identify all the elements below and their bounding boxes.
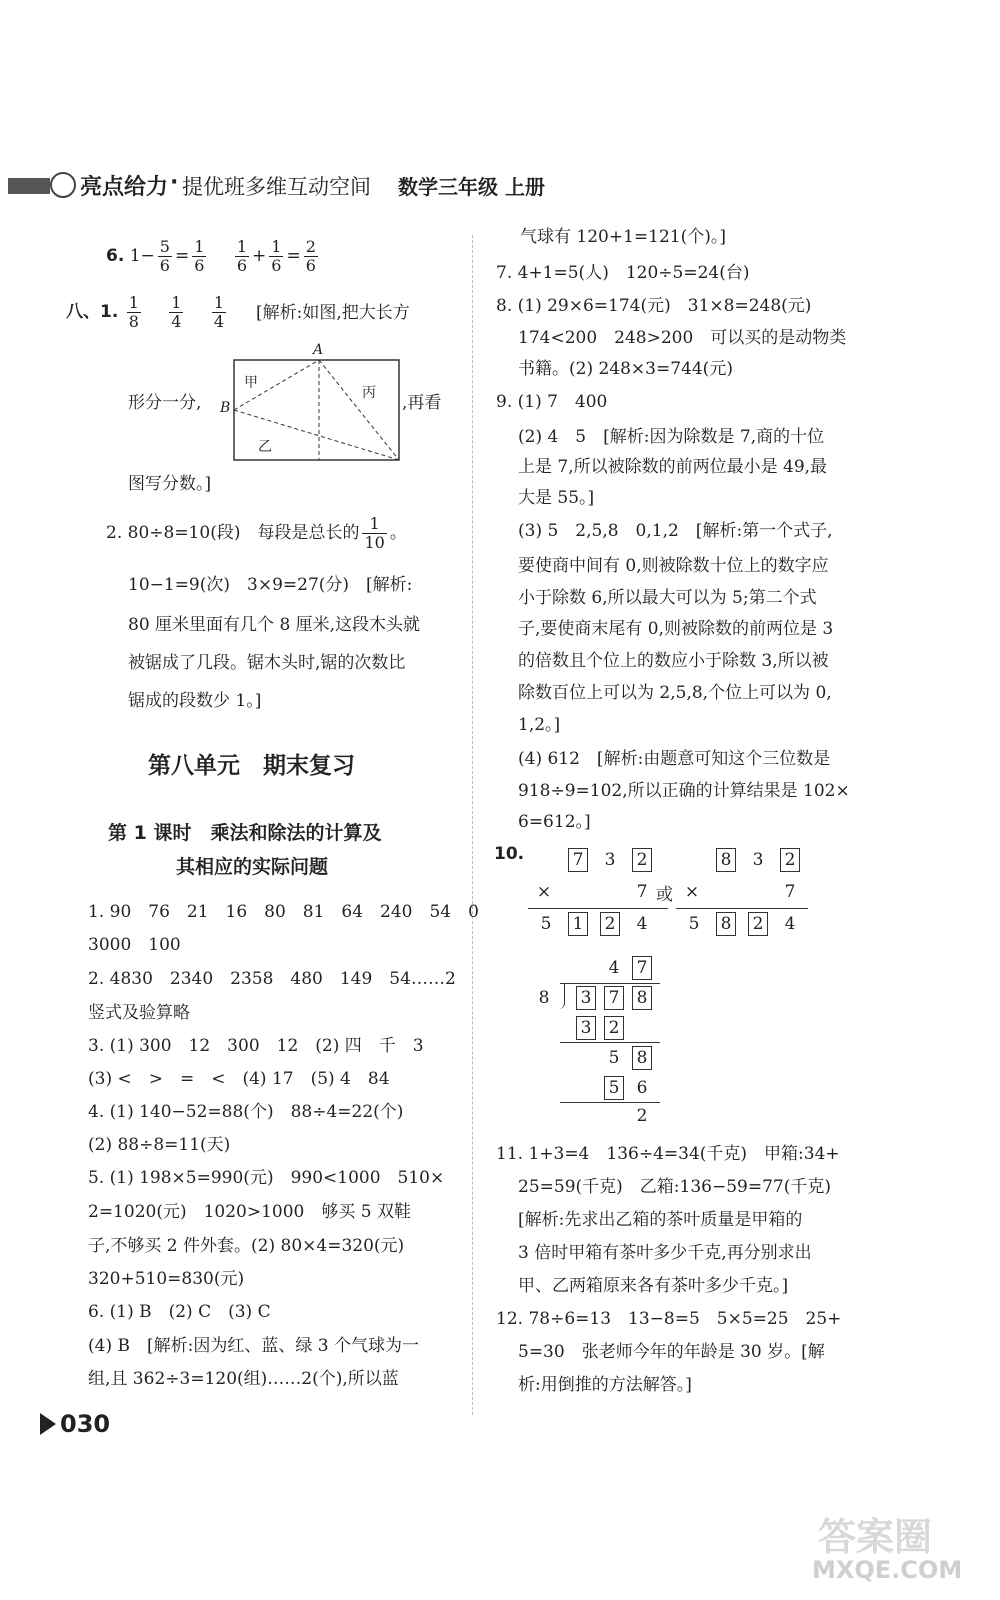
m1-top-1: 3 [604, 850, 616, 870]
right-line-2: 5=30 张老师今年的年龄是 30 岁。[解 [518, 1342, 825, 1362]
left-line: (3) < > = < (4) 17 (5) 4 84 [88, 1069, 390, 1089]
header-logo-icon [50, 172, 76, 198]
m1-times: × [536, 882, 552, 902]
q10-number: 10. [494, 844, 525, 864]
header-brand: 亮点给力 [80, 175, 169, 200]
right-line: 上是 7,所以被除数的前两位最小是 49,最 [518, 457, 828, 477]
right-line: 小于除数 6,所以最大可以为 5;第二个式 [518, 588, 817, 608]
m2-times: × [684, 882, 700, 902]
header-dot: · [170, 170, 179, 195]
fig-label-a: A [313, 342, 324, 358]
div-line-2 [560, 1102, 660, 1103]
m2-top-0: 8 [716, 848, 736, 872]
div-q-1: 7 [632, 956, 652, 980]
div-line-1 [560, 1042, 660, 1043]
m2-res-3: 4 [784, 914, 796, 934]
right-line: 1,2。] [518, 715, 561, 735]
left-s8-note2a: 形分一分, [128, 393, 202, 413]
right-line: (3) 5 2,5,8 0,1,2 [解析:第一个式子, [518, 521, 833, 541]
right-line: 的倍数且个位上的数应小于除数 3,所以被 [518, 651, 829, 671]
right-line: 子,要使商末尾有 0,则被除数的前两位是 3 [518, 619, 834, 639]
left-line: 1. 90 76 21 16 80 81 64 240 54 0 [88, 902, 479, 922]
right-line: 174<200 248>200 可以买的是动物类 [518, 328, 847, 348]
header-subtitle: 提优班多维互动空间 [182, 175, 371, 199]
right-line: 书籍。(2) 248×3=744(元) [518, 359, 733, 379]
m2-res-2: 2 [748, 912, 768, 936]
watermark-brand: 答案圈 [818, 1515, 933, 1559]
header-bar [0, 170, 1000, 200]
div-dd-1: 7 [604, 986, 624, 1010]
rectangle-figure [214, 340, 404, 465]
column-divider [472, 235, 473, 1415]
m1-top-2: 2 [632, 848, 652, 872]
left-q2-line3: 80 厘米里面有几个 8 厘米,这段木头就 [128, 615, 421, 635]
right-line-2: 析:用倒推的方法解答。] [518, 1375, 692, 1395]
left-line: 320+510=830(元) [88, 1269, 245, 1289]
m1-line [528, 908, 668, 909]
left-line: (2) 88÷8=11(天) [88, 1135, 231, 1155]
left-line: 3000 100 [88, 935, 181, 955]
left-line: 3. (1) 300 12 300 12 (2) 四 千 3 [88, 1036, 424, 1056]
m1-res-1: 1 [568, 912, 588, 936]
left-line: 5. (1) 198×5=990(元) 990<1000 510× [88, 1168, 445, 1188]
left-line: 2=1020(元) 1020>1000 够买 5 双鞋 [88, 1202, 411, 1222]
header-subject: 数学三年级 上册 [398, 175, 545, 199]
div-dd-2: 8 [632, 986, 652, 1010]
page-number: 030 [60, 1410, 111, 1438]
q10-or: 或 [656, 885, 673, 905]
m1-res-3: 4 [636, 914, 648, 934]
page-number-arrow-icon [40, 1413, 56, 1435]
m2-mult: 7 [784, 882, 796, 902]
div-bracket [558, 983, 565, 1009]
div-r1-0: 5 [608, 1048, 620, 1068]
left-line: 6. (1) B (2) C (3) C [88, 1302, 271, 1322]
div-s2-1: 6 [636, 1078, 648, 1098]
watermark-url: MXQE.COM [812, 1556, 963, 1584]
m2-top-1: 3 [752, 850, 764, 870]
left-s8-note2b: ,再看 [402, 393, 442, 413]
fig-label-jia: 甲 [244, 375, 258, 391]
left-line: 4. (1) 140−52=88(个) 88÷4=22(个) [88, 1102, 404, 1122]
fig-label-b: B [220, 400, 231, 416]
left-s8-note3: 图写分数。] [128, 474, 212, 494]
right-line: 气球有 120+1=121(个)。] [520, 227, 727, 247]
right-line: 除数百位上可以为 2,5,8,个位上可以为 0, [518, 683, 832, 703]
right-line: 8. (1) 29×6=174(元) 31×8=248(元) [496, 296, 812, 316]
fig-label-yi: 乙 [258, 439, 272, 455]
left-q6: 6. 1− $\frac{5}{6}$ = $\frac{1}{6}$ $\frac{1}{6}$ + $\frac{1}{6}$ = $\frac{2}{6}$ [106, 237, 316, 275]
right-line: 9. (1) 7 400 [496, 392, 608, 412]
m2-res-1: 8 [716, 912, 736, 936]
right-line-2: 12. 78÷6=13 13−8=5 5×5=25 25+ [496, 1309, 842, 1329]
div-r1-1: 8 [632, 1046, 652, 1070]
right-line: (4) 612 [解析:由题意可知这个三位数是 [518, 749, 831, 769]
m2-res-0: 5 [688, 914, 700, 934]
left-line: 竖式及验算略 [88, 1003, 190, 1023]
lesson-title-1: 第 1 课时 乘法和除法的计算及 [108, 822, 382, 844]
right-line-2: 25=59(千克) 乙箱:136−59=77(千克) [518, 1177, 831, 1197]
right-line: (2) 4 5 [解析:因为除数是 7,商的十位 [518, 427, 825, 447]
right-line: 大是 55。] [518, 488, 595, 508]
right-line: 要使商中间有 0,则被除数十位上的数字应 [518, 556, 829, 576]
header-stripe [8, 178, 50, 194]
div-rem: 2 [636, 1106, 648, 1126]
right-line-2: 11. 1+3=4 136÷4=34(千克) 甲箱:34+ [496, 1144, 840, 1164]
left-line: 子,不够买 2 件外套。(2) 80×4=320(元) [88, 1236, 405, 1256]
right-line-2: 3 倍时甲箱有茶叶多少千克,再分别求出 [518, 1243, 812, 1263]
div-s2-0: 5 [604, 1076, 624, 1100]
left-s8-note1: [解析:如图,把大长方 [256, 303, 410, 323]
m2-top-2: 2 [780, 848, 800, 872]
right-line-2: [解析:先求出乙箱的茶叶质量是甲箱的 [518, 1210, 803, 1230]
fig-label-bing: 丙 [362, 385, 376, 401]
unit-title: 第八单元 期末复习 [148, 753, 355, 779]
right-line: 918÷9=102,所以正确的计算结果是 102× [518, 781, 850, 801]
div-s1-0: 3 [576, 1016, 596, 1040]
left-line: (4) B [解析:因为红、蓝、绿 3 个气球为一 [88, 1336, 419, 1356]
right-line: 6=612。] [518, 812, 591, 832]
left-q2-line5: 锯成的段数少 1。] [128, 691, 262, 711]
m1-mult: 7 [636, 882, 648, 902]
left-line: 组,且 362÷3=120(组)……2(个),所以蓝 [88, 1369, 399, 1389]
m2-line [676, 908, 808, 909]
div-q-0: 4 [608, 958, 620, 978]
m1-res-2: 2 [600, 912, 620, 936]
right-line: 7. 4+1=5(人) 120÷5=24(台) [496, 263, 750, 283]
m1-res-0: 5 [540, 914, 552, 934]
div-dd-0: 3 [576, 986, 596, 1010]
div-bar [560, 983, 660, 984]
m1-top-0: 7 [568, 848, 588, 872]
left-line: 2. 4830 2340 2358 480 149 54……2 [88, 969, 456, 989]
left-q2-line2: 10−1=9(次) 3×9=27(分) [解析: [128, 575, 413, 595]
left-s8-line1: 八、1. $\frac{1}{8}$ $\frac{1}{4}$ $\frac{1}{4}$ [66, 293, 225, 331]
left-q2-line4: 被锯成了几段。锯木头时,锯的次数比 [128, 653, 406, 673]
div-s1-1: 2 [604, 1016, 624, 1040]
right-line-2: 甲、乙两箱原来各有茶叶多少千克。] [518, 1276, 789, 1296]
left-q2-line1: 2. 80÷8=10(段) 每段是总长的 $\frac{1}{10}$ 。 [106, 514, 407, 552]
lesson-title-2: 其相应的实际问题 [176, 856, 329, 878]
div-divisor: 8 [538, 988, 550, 1008]
